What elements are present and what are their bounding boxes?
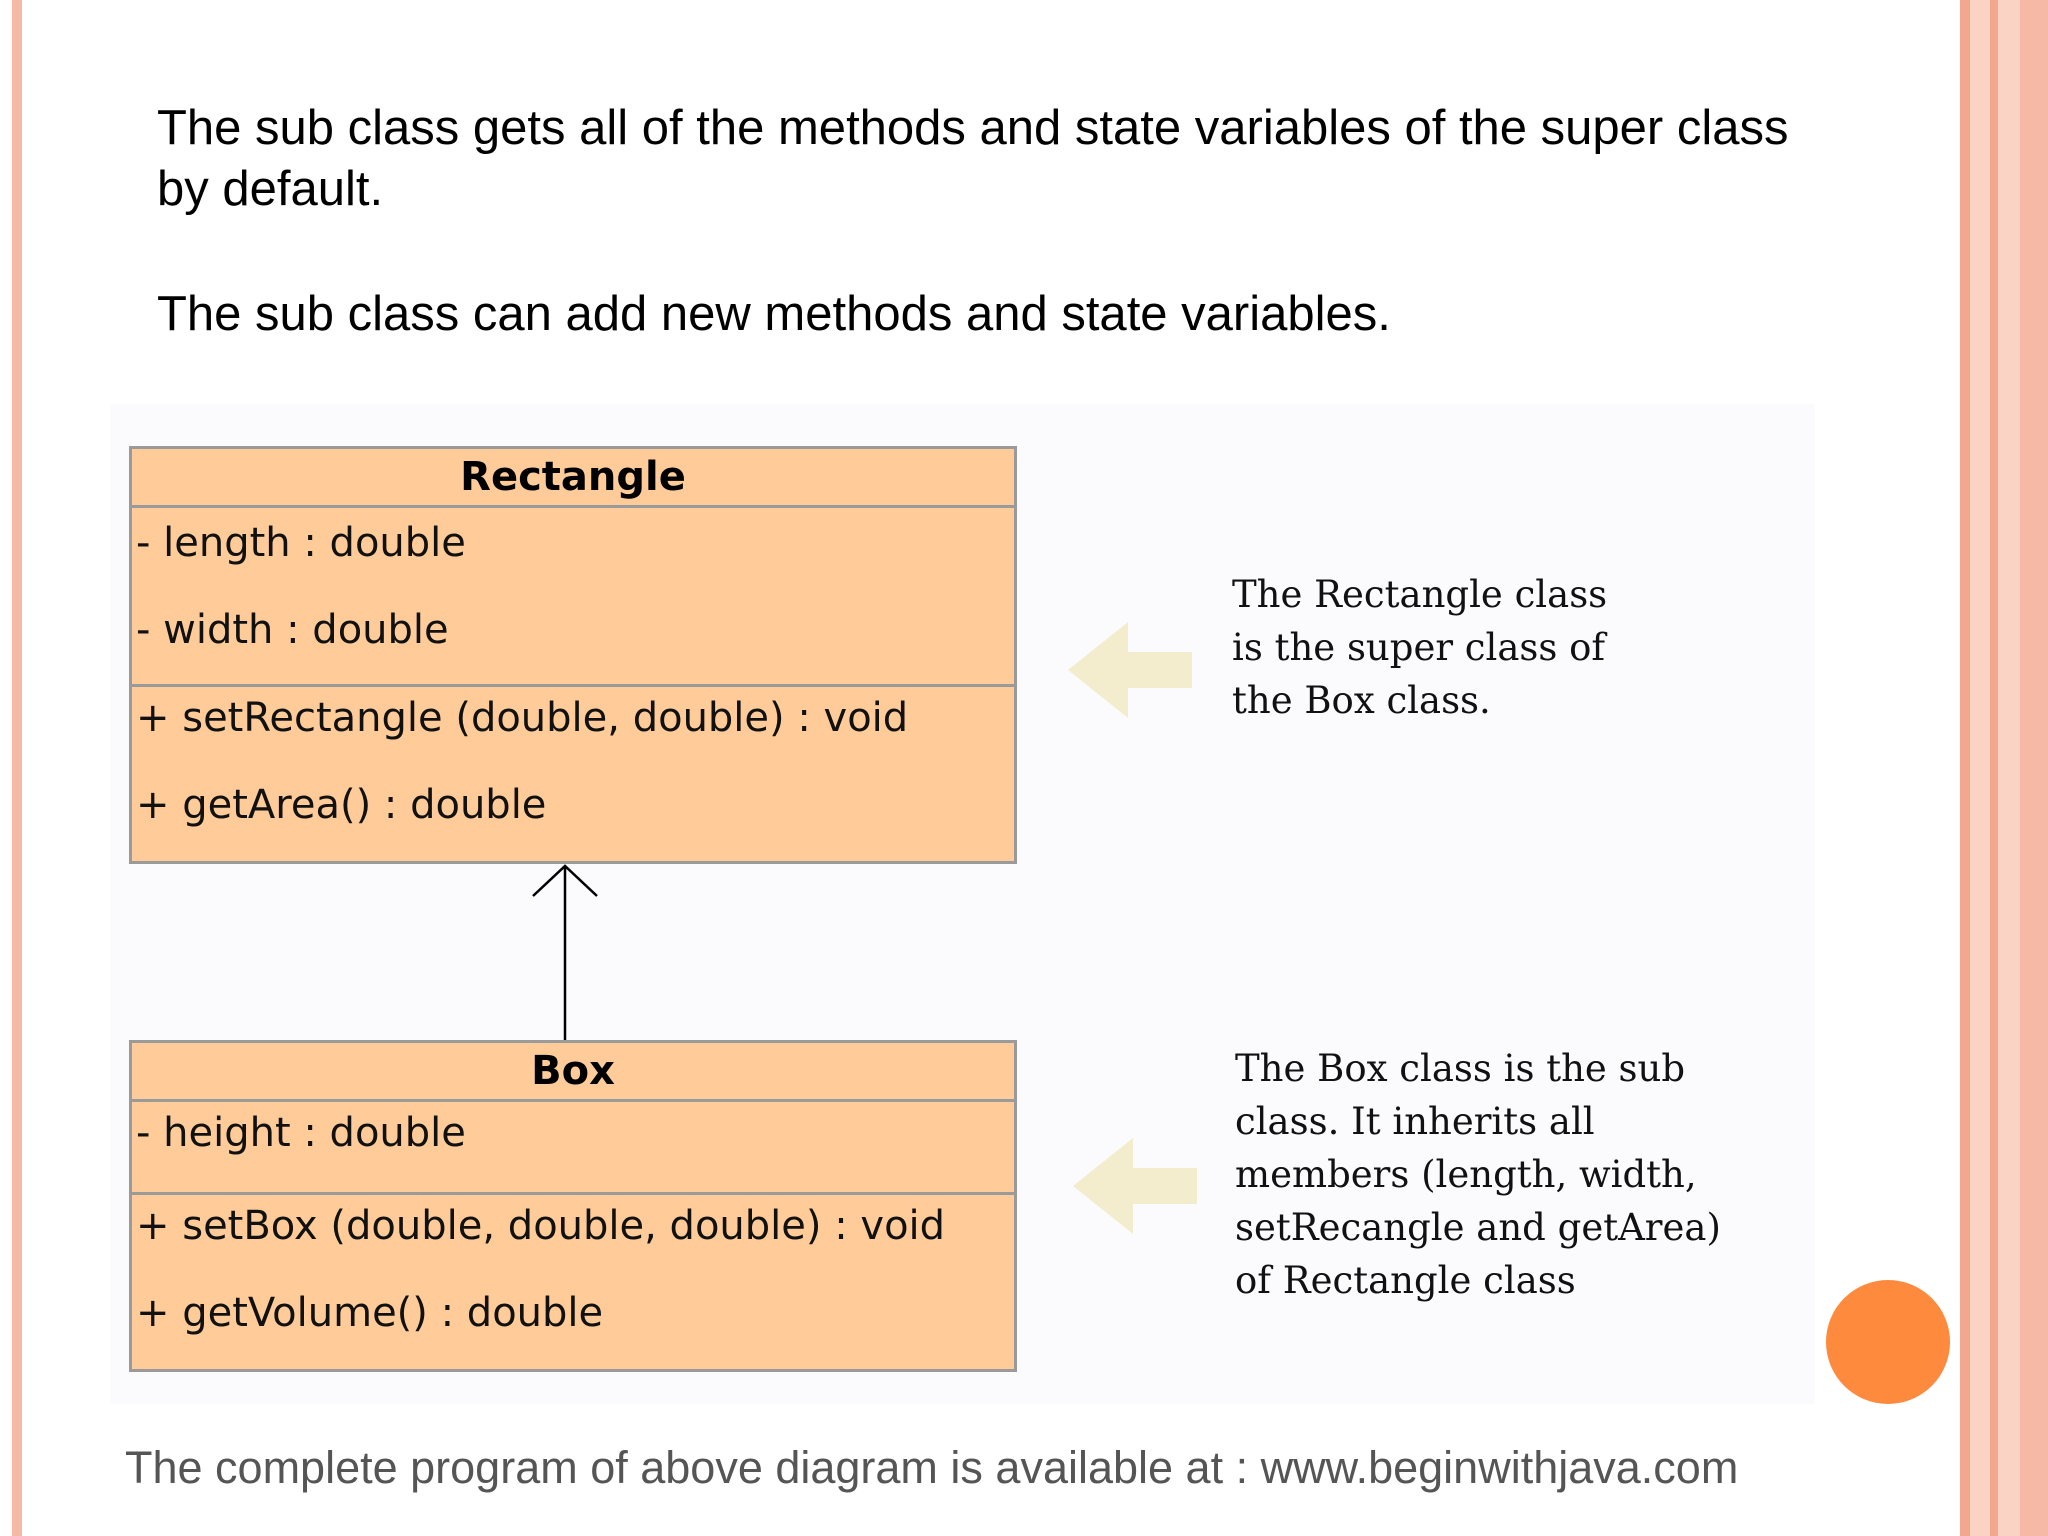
attribute-length: - length : double xyxy=(136,520,466,566)
box-note xyxy=(1235,1042,1721,1307)
method-setrectangle: + setRectangle (double, double) : void xyxy=(136,695,909,741)
box-class-name: Box xyxy=(132,1043,1014,1102)
note-line: The Box class is the sub xyxy=(1235,1047,1686,1090)
pointer-arrow-icon xyxy=(1073,1138,1197,1234)
rectangle-note xyxy=(1232,568,1607,727)
note-line: the Box class. xyxy=(1232,679,1491,722)
note-line: is the super class of xyxy=(1232,626,1606,669)
method-getvolume: + getVolume() : double xyxy=(136,1290,604,1336)
note-line: of Rectangle class xyxy=(1235,1259,1576,1302)
decorative-dot xyxy=(1826,1280,1950,1404)
intro-paragraph-1: The sub class gets all of the methods and state variables of the super class by default. xyxy=(157,101,1789,216)
intro-paragraph-2: The sub class can add new methods and state variables. xyxy=(157,287,1391,341)
attribute-width: - width : double xyxy=(136,607,449,653)
note-line: class. It inherits all xyxy=(1235,1100,1595,1143)
footer-text: The complete program of above diagram is available at : www.beginwithjava.com xyxy=(125,1442,1739,1493)
note-line: members (length, width, xyxy=(1235,1153,1697,1196)
rectangle-class-name: Rectangle xyxy=(132,449,1014,508)
method-getarea: + getArea() : double xyxy=(136,782,547,828)
note-line: setRecangle and getArea) xyxy=(1235,1206,1721,1249)
attribute-height: - height : double xyxy=(136,1110,466,1156)
inheritance-arrow xyxy=(533,866,597,1040)
method-setbox: + setBox (double, double, double) : void xyxy=(136,1203,946,1249)
note-line: The Rectangle class xyxy=(1232,573,1608,616)
pointer-arrow-icon xyxy=(1068,622,1192,718)
